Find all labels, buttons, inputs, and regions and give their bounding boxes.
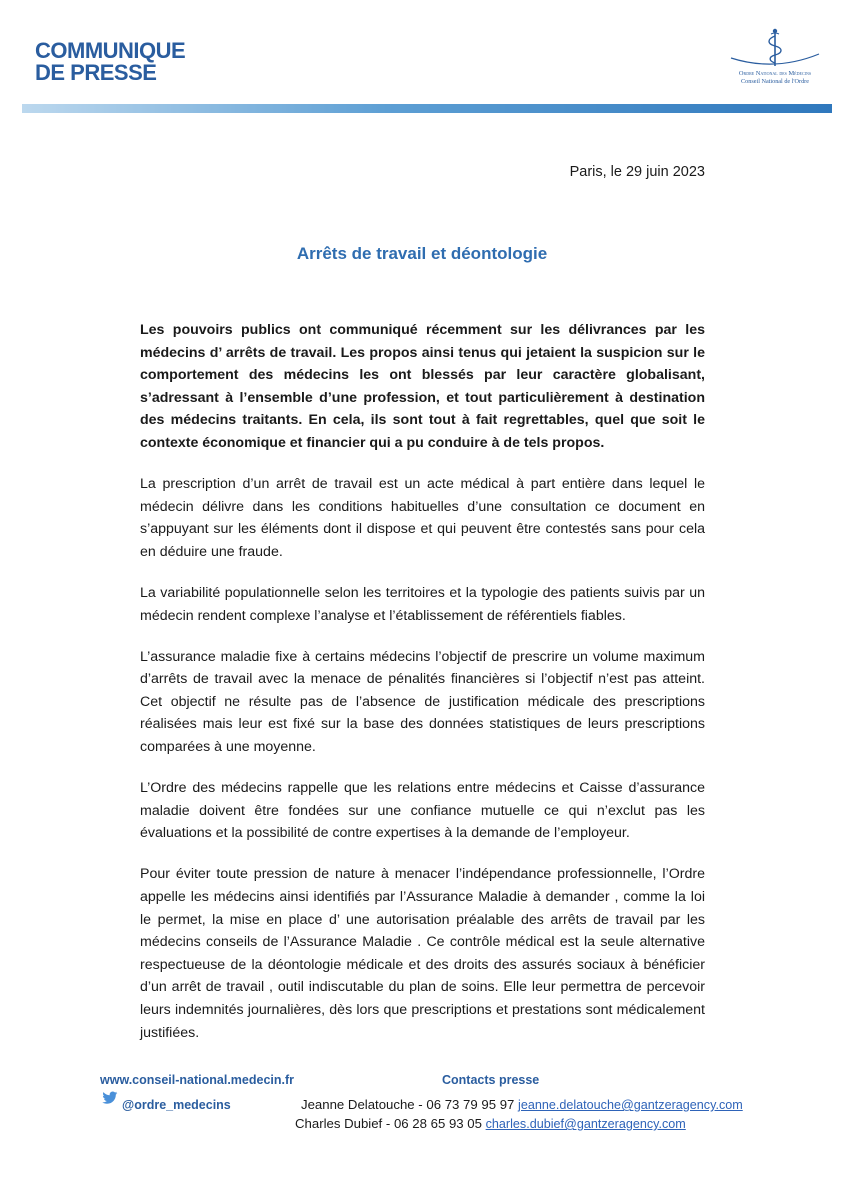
- press-contact-2: [295, 1116, 686, 1131]
- paragraph: La prescription d’un arrêt de travail est un acte médical à part entière dans lequel le médecin délivre dans les conditions habituelles d’une consultation ce document en s’appuyant sur les éléments dont il dispose et qui peuvent être contestés sans pour cela en déduire une fraude.: [140, 476, 705, 560]
- contact-email-link[interactable]: charles.dubief@gantzeragency.com: [485, 1117, 686, 1131]
- release-date: Paris, le 29 juin 2023: [569, 164, 705, 180]
- contact-email-link[interactable]: jeanne.delatouche@gantzeragency.com: [518, 1098, 743, 1112]
- paragraph: L’Ordre des médecins rappelle que les relations entre médecins et Caisse d’assurance maladie doivent être fondées sur une confiance mutuelle ce qui n’exclut pas les évaluations et la possibilité de contre expertises à la demande de l’employeur.: [140, 780, 705, 842]
- document-title: Arrêts de travail et déontologie: [296, 244, 548, 263]
- press-release-heading: [35, 40, 185, 84]
- document-body: [140, 319, 705, 1063]
- paragraph-lead: Les pouvoirs publics ont communiqué récemment sur les délivrances par les médecins d’ arrêts de travail. Les propos ainsi tenus qui jetaient la suspicion sur le comportement des médecins les ont blessés par leur caractère globalisant, s’adressant à l’ensemble d’une profession, et tout particulièrement à destination des médecins traitants. En cela, ils sont tout à fait regrettables, quel que soit le contexte économique et financier qui a pu conduire à de tels propos.: [140, 322, 705, 451]
- paragraph: Pour éviter toute pression de nature à menacer l’indépendance professionnelle, l’Ordre appelle les médecins ainsi identifiés par l’Assurance Maladie à demander , comme la loi le permet, la mise en place d’ une autorisation préalable des arrêts de travail par les médecins conseils de l’Assurance Maladie . Ce contrôle médical est la seule alternative respectueuse de la déontologie médicale et des droits des assurés sociaux à bénéficier d’un arrêt de travail , outil indiscutable du plan de soins. Elle leur permettra de percevoir leurs indemnités journalières, dès lors que prescriptions et prestations sont médicalement justifiées.: [140, 866, 705, 1041]
- paragraph: L’assurance maladie fixe à certains médecins l’objectif de prescrire un volume maximum d’arrêts de travail avec la menace de pénalités financières si l’objectif n’est pas atteint. Cet objectif ne résulte pas de l’absence de justification médicale des prescriptions réalisées mais leur est fixé sur la base des données statistiques de leurs prescriptions comparées à une moyenne.: [140, 648, 705, 755]
- heading-line-1: COMMUNIQUE: [35, 38, 186, 63]
- heading-line-2: DE PRESSE: [35, 60, 157, 85]
- contacts-heading: Contacts presse: [442, 1073, 540, 1087]
- website-link[interactable]: www.conseil-national.medecin.fr: [100, 1073, 295, 1087]
- paragraph: La variabilité populationnelle selon les territoires et la typologie des patients suivis par un médecin rendent complexe l’analyse et l’établissement de référentiels fiables.: [140, 584, 705, 624]
- contact-name-phone: Charles Dubief - 06 28 65 93 05: [295, 1116, 482, 1131]
- ordre-logo: [725, 26, 825, 90]
- contact-name-phone: Jeanne Delatouche - 06 73 79 95 97: [301, 1097, 515, 1112]
- twitter-bird-icon: [102, 1091, 118, 1105]
- logo-name: Ordre National des Médecins: [738, 70, 812, 77]
- logo-subtitle: Conseil National de l'Ordre: [741, 78, 809, 85]
- twitter-handle: @ordre_medecins: [122, 1098, 231, 1112]
- header-gradient-bar: [22, 104, 832, 113]
- press-contact-1: [301, 1097, 743, 1112]
- caduceus-icon: [725, 26, 825, 72]
